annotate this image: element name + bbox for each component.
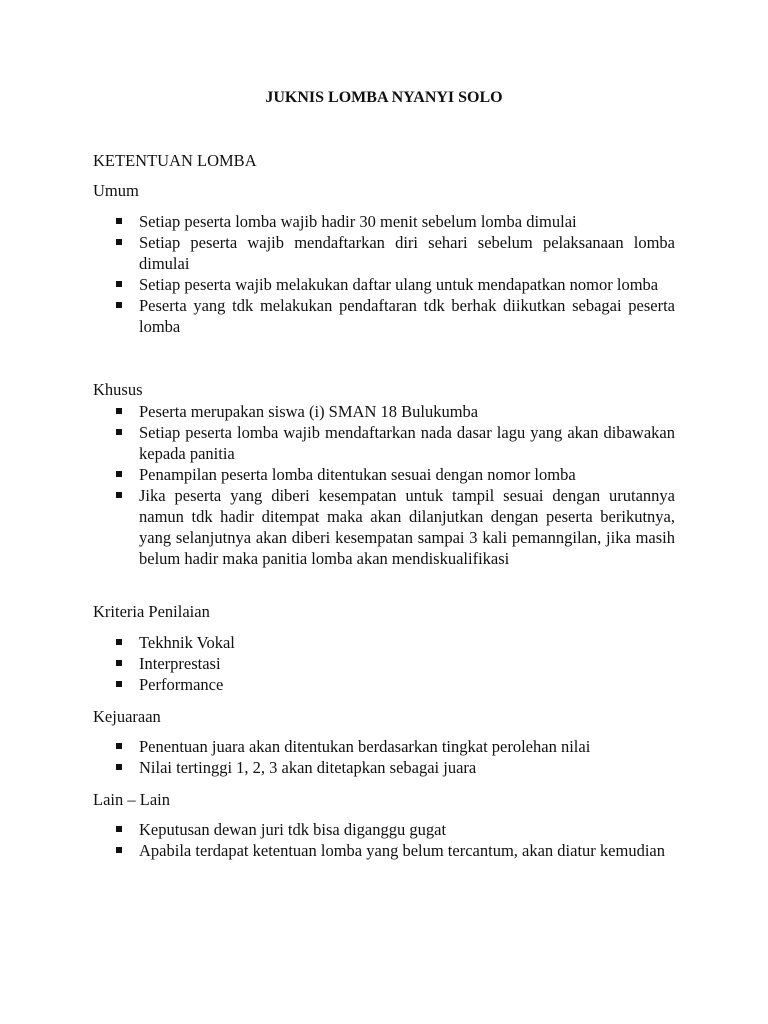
list-item: Apabila terdapat ketentuan lomba yang belum tercantum, akan diatur kemudian	[93, 840, 675, 861]
list-item: Tekhnik Vokal	[93, 632, 675, 653]
list-item: Keputusan dewan juri tdk bisa diganggu gugat	[93, 819, 675, 840]
bullet-icon	[116, 847, 122, 853]
bullet-icon	[116, 471, 122, 477]
list-item: Setiap peserta wajib mendaftarkan diri sehari sebelum pelaksanaan lomba dimulai	[93, 232, 675, 274]
list-item: Penampilan peserta lomba ditentukan sesuai dengan nomor lomba	[93, 464, 675, 485]
bullet-icon	[116, 429, 122, 435]
bullet-icon	[116, 639, 122, 645]
list-item: Peserta merupakan siswa (i) SMAN 18 Bulukumba	[93, 401, 675, 422]
khusus-list	[93, 401, 675, 569]
bullet-icon	[116, 492, 122, 498]
bullet-icon	[116, 660, 122, 666]
document-title: JUKNIS LOMBA NYANYI SOLO	[265, 89, 503, 106]
list-item: Peserta yang tdk melakukan pendaftaran tdk berhak diikutkan sebagai peserta lomba	[93, 295, 675, 337]
bullet-icon	[116, 218, 122, 224]
lain-heading: Lain – Lain	[93, 790, 170, 809]
bullet-icon	[116, 302, 122, 308]
section-heading: KETENTUAN LOMBA	[93, 151, 257, 170]
bullet-icon	[116, 764, 122, 770]
bullet-icon	[116, 281, 122, 287]
list-item: Penentuan juara akan ditentukan berdasarkan tingkat perolehan nilai	[93, 736, 675, 757]
umum-list	[93, 211, 675, 337]
list-item: Performance	[93, 674, 675, 695]
bullet-icon	[116, 681, 122, 687]
kriteria-heading: Kriteria Penilaian	[93, 602, 210, 621]
list-item: Setiap peserta lomba wajib mendaftarkan nada dasar lagu yang akan dibawakan kepada panitia	[93, 422, 675, 464]
list-item: Jika peserta yang diberi kesempatan untuk tampil sesuai dengan urutannya namun tdk hadir ditempat maka akan dilanjutkan dengan peserta berikutnya, yang selanjutnya akan diberi kesempatan sampai 3 kali pemanngilan, jika masih belum hadir maka panitia lomba akan mendiskualifikasi	[93, 485, 675, 569]
bullet-icon	[116, 743, 122, 749]
kriteria-list	[93, 632, 675, 695]
lain-list	[93, 819, 675, 861]
bullet-icon	[116, 826, 122, 832]
bullet-icon	[116, 239, 122, 245]
list-item: Setiap peserta lomba wajib hadir 30 menit sebelum lomba dimulai	[93, 211, 675, 232]
kejuaraan-list	[93, 736, 675, 778]
list-item: Setiap peserta wajib melakukan daftar ulang untuk mendapatkan nomor lomba	[93, 274, 675, 295]
list-item: Interprestasi	[93, 653, 675, 674]
kejuaraan-heading: Kejuaraan	[93, 707, 161, 726]
bullet-icon	[116, 408, 122, 414]
list-item: Nilai tertinggi 1, 2, 3 akan ditetapkan sebagai juara	[93, 757, 675, 778]
umum-heading: Umum	[93, 181, 139, 200]
khusus-heading: Khusus	[93, 380, 143, 399]
